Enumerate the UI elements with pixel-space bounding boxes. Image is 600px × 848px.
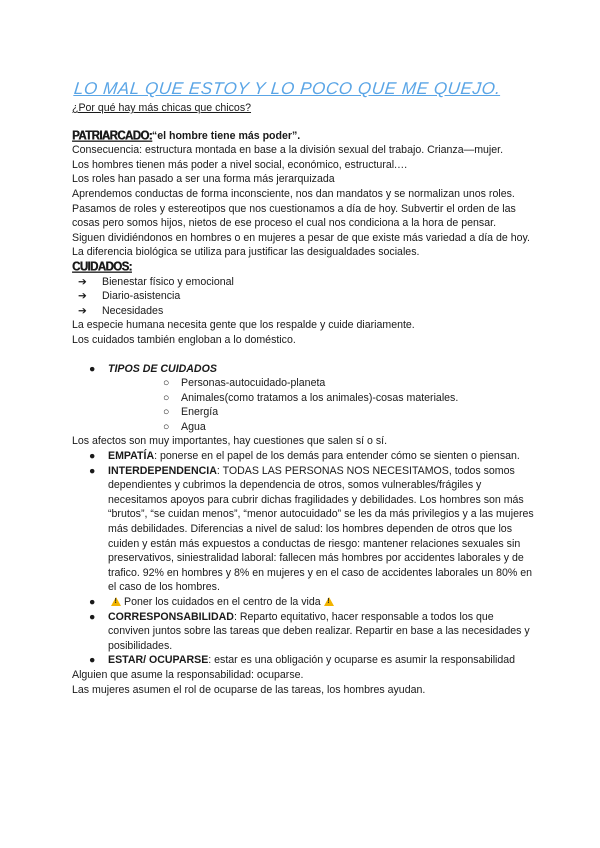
paragraph: Los afectos son muy importantes, hay cuestiones que salen sí o sí. — [72, 435, 388, 448]
paragraph: Los cuidados también engloban a lo doméstico. — [72, 333, 296, 346]
cuidados-list — [72, 275, 534, 319]
document-page — [72, 78, 534, 697]
list-item: ○ Agua — [163, 420, 206, 433]
patriarcado-quote: “el hombre tiene más poder”. — [151, 129, 301, 142]
warning-icon — [111, 597, 121, 606]
patriarcado-heading — [72, 129, 534, 144]
list-item — [72, 362, 534, 435]
list-item: ○ Energía — [163, 406, 219, 419]
circle-bullet-icon: ○ — [163, 391, 170, 404]
corresponsabilidad-label: CORRESPONSABILIDAD — [108, 610, 234, 623]
bullet-icon: ● — [89, 362, 96, 375]
circle-bullet-icon: ○ — [163, 377, 170, 390]
list-item: ○ Personas-autocuidado-planeta — [163, 377, 326, 390]
list-item: ● INTERDEPENDENCIA: TODAS LAS PERSONAS NOS NECESITAMOS, todos somos dependientes y cubrimos la dependencia de otros, somos vulnerables/frágiles y necesitamos apoyos para cubrir dichas fragilidades y debilidades. Los hombres son más “brutos”, “se cuidan menos”, “menor autocuidado” se les da más privilegios y a las mujeres más debilidades. Diferencias a nivel de salud: los hombres dependen de otros que los cuiden y están más expuestos a conductas de riesgo: mantener relaciones sexuales sin preservativos, siniestralidad laboral: fallecen más hombres por accidentes laborales y de trafico. 92% en hombres y 8% en mujeres y en el caso de accidentes laborales un 80% en el caso de los hombres. — [89, 464, 534, 594]
bullet-icon: ● — [89, 450, 96, 463]
bullet-icon: ● — [89, 610, 96, 623]
paragraph: Aprendemos conductas de forma inconsciente, nos dan mandatos y se normalizan unos roles. Pasamos de roles y estereotipos que nos cuestionamos a día de hoy. Subvertir el orden de las cosas pero somos hijos, nietos de ese proceso el cual nos condiciona a la hora de pensar. — [72, 187, 516, 230]
paragraph: Alguien que asume la responsabilidad: ocuparse. — [72, 668, 304, 681]
list-item: ➔ Bienestar físico y emocional — [78, 275, 234, 288]
arrow-icon: ➔ — [78, 275, 87, 288]
paragraph: Los roles han pasado a ser una forma más jerarquizada — [72, 173, 335, 186]
arrow-icon: ➔ — [78, 304, 87, 317]
warning-icon — [324, 597, 334, 606]
tipos-sublist — [108, 376, 534, 434]
paragraph: Las mujeres asumen el rol de ocuparse de las tareas, los hombres ayudan. — [72, 683, 426, 696]
empatia-label: EMPATÍA — [108, 450, 155, 463]
list-item: ➔ Diario-asistencia — [78, 290, 181, 303]
bullet-icon: ● — [89, 464, 96, 477]
paragraph: La diferencia biológica se utiliza para justificar las desigualdades sociales. — [72, 246, 420, 259]
list-item: ● EMPATÍA: ponerse en el papel de los demás para entender cómo se sienten o piensan. — [89, 450, 520, 463]
list-item: ○ Animales(como tratamos a los animales)-cosas materiales. — [163, 391, 459, 404]
document-title: LO MAL QUE ESTOY Y LO POCO QUE ME QUEJO. — [73, 79, 502, 98]
tipos-list — [72, 362, 534, 435]
arrow-icon: ➔ — [78, 290, 87, 303]
bullet-icon: ● — [89, 654, 96, 667]
tipos-label: TIPOS DE CUIDADOS — [108, 362, 217, 375]
concepts-list — [72, 449, 534, 668]
circle-bullet-icon: ○ — [163, 406, 170, 419]
document-subtitle: ¿Por qué hay más chicas que chicos? — [72, 102, 252, 114]
circle-bullet-icon: ○ — [163, 420, 170, 433]
list-item: ● ESTAR/ OCUPARSE: estar es una obligación y ocuparse es asumir la responsabilidad — [89, 654, 516, 667]
paragraph: La especie humana necesita gente que los respalde y cuide diariamente. — [72, 319, 415, 332]
list-item: ● CORRESPONSABILIDAD: Reparto equitativo, hacer responsable a todos los que conviven juntos sobre las tareas que deben realizar. Repartir en base a las necesidades y posibilidades. — [89, 610, 530, 652]
bullet-icon: ● — [89, 596, 96, 608]
list-item: ● ! Poner los cuidados en el centro de la vida! — [72, 595, 534, 610]
paragraph: Siguen dividiéndonos en hombres o en mujeres a pesar de que existe más variedad a día de hoy. — [72, 231, 530, 244]
list-item: ➔ Necesidades — [78, 304, 164, 317]
interdependencia-label: INTERDEPENDENCIA — [108, 464, 217, 477]
patriarcado-label: PATRIARCADO: — [72, 128, 152, 143]
cuidados-label: CUIDADOS: — [72, 259, 132, 274]
cuidados-heading — [72, 260, 534, 275]
paragraph: Consecuencia: estructura montada en base a la división sexual del trabajo. Crianza—mujer. — [72, 144, 504, 157]
paragraph: Los hombres tienen más poder a nivel social, económico, estructural.… — [72, 158, 408, 171]
estar-ocuparse-label: ESTAR/ OCUPARSE — [108, 654, 209, 667]
